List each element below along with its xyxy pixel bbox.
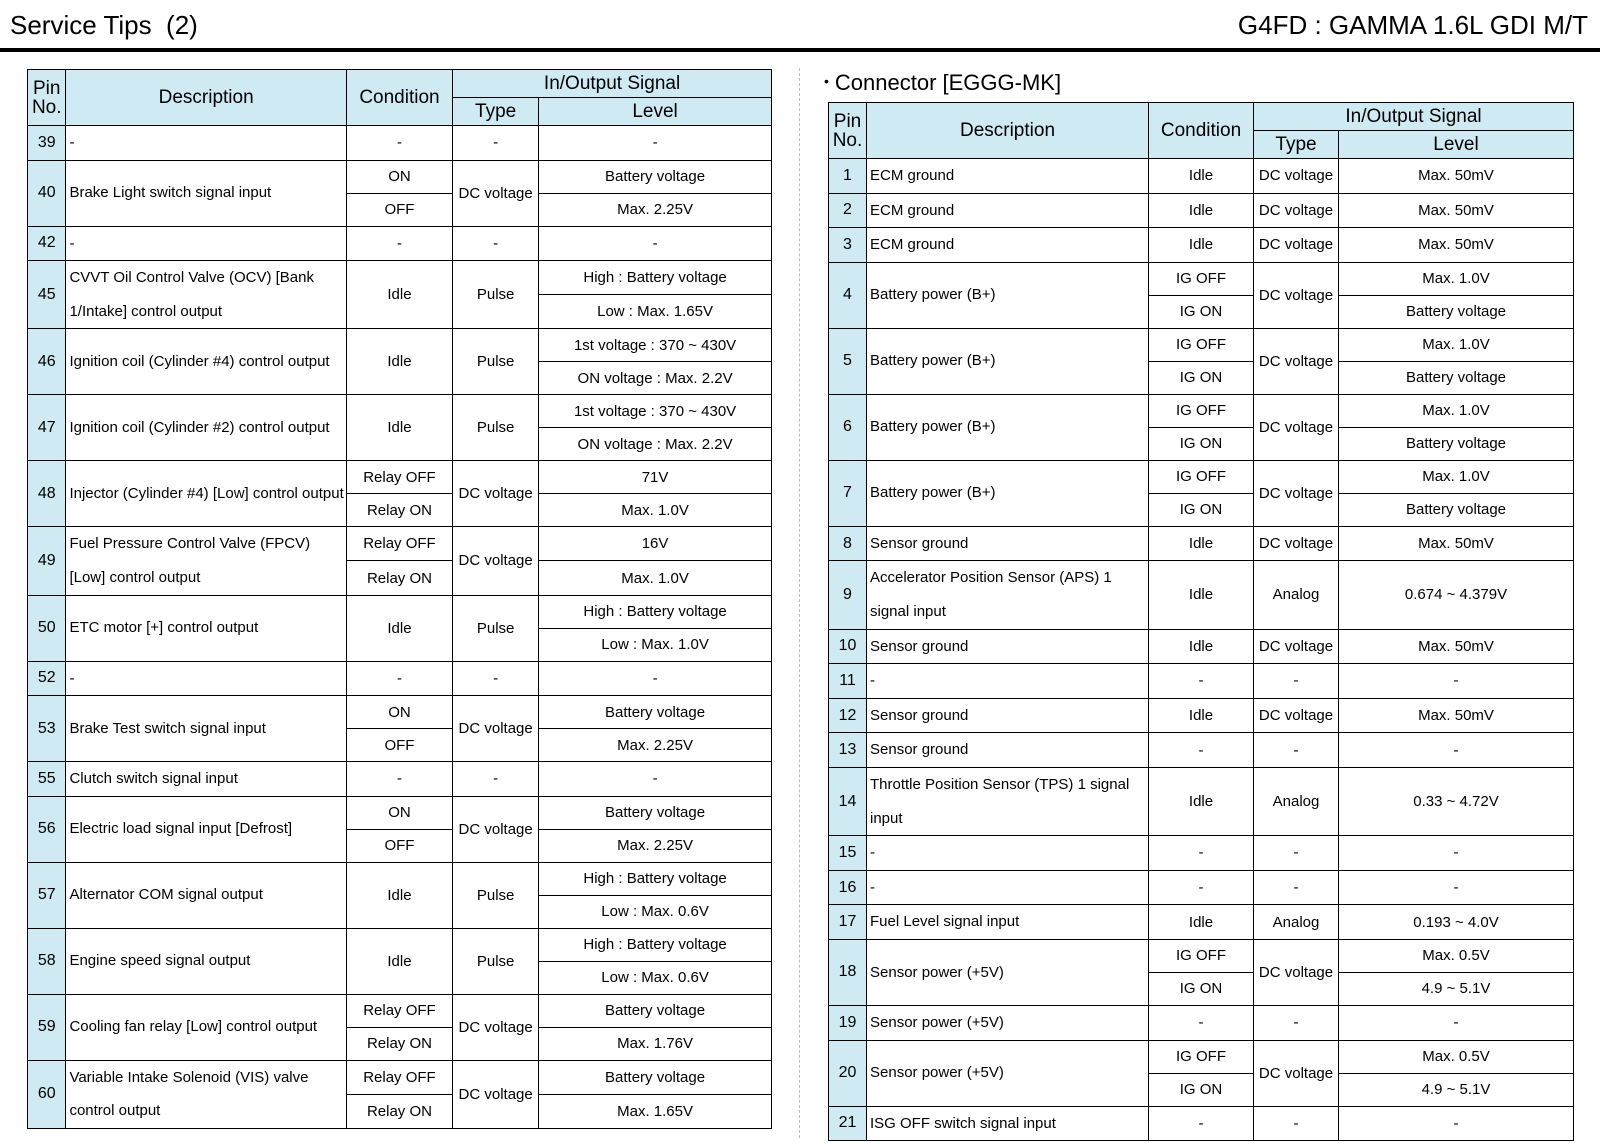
level-cell: Max. 50mV	[1339, 228, 1574, 263]
engine-model: G4FD : GAMMA 1.6L GDI M/T	[1237, 10, 1588, 40]
pin-table-right	[828, 102, 1574, 1141]
condition-header: Condition	[346, 70, 452, 126]
type-cell: Pulse	[453, 329, 539, 395]
pin-number: 7	[829, 460, 867, 526]
table-row	[829, 1040, 1574, 1073]
table-row	[829, 262, 1574, 295]
level-cell: Max. 50mV	[1339, 159, 1574, 194]
condition-cell: -	[1149, 1106, 1254, 1141]
condition-cell: Idle	[1149, 629, 1254, 664]
level-cell: Battery voltage	[1339, 493, 1574, 526]
table-row	[28, 762, 772, 797]
table-row	[829, 698, 1574, 733]
condition-cell: Idle	[346, 595, 452, 661]
condition-cell: -	[346, 126, 452, 161]
level-cell: 0.33 ~ 4.72V	[1339, 767, 1574, 835]
pin-number: 40	[28, 160, 66, 226]
type-header: Type	[453, 98, 539, 126]
table-row	[829, 905, 1574, 940]
bullet-icon: •	[824, 73, 829, 89]
type-cell: DC voltage	[1254, 262, 1339, 328]
pin-description: Battery power (B+)	[867, 262, 1149, 328]
table-row	[829, 1005, 1574, 1040]
condition-cell: IG OFF	[1149, 394, 1254, 427]
pin-description: ETC motor [+] control output	[66, 595, 346, 661]
condition-cell: OFF	[346, 193, 452, 226]
condition-cell: Idle	[1149, 561, 1254, 629]
connector-title	[824, 70, 1061, 96]
pin-description: Electric load signal input [Defrost]	[66, 796, 346, 862]
pin-number: 5	[829, 328, 867, 394]
pin-description: Sensor ground	[867, 629, 1149, 664]
table-row	[28, 696, 772, 729]
type-cell: -	[453, 226, 539, 261]
pin-number: 57	[28, 862, 66, 928]
pin-number: 1	[829, 159, 867, 194]
level-cell: Low : Max. 0.6V	[539, 961, 772, 994]
pin-description: Throttle Position Sensor (TPS) 1 signal input	[867, 767, 1149, 835]
table-row	[28, 527, 772, 561]
pin-description: -	[66, 661, 346, 696]
pin-number: 42	[28, 226, 66, 261]
type-cell: DC voltage	[453, 1060, 539, 1128]
type-cell: Pulse	[453, 928, 539, 994]
condition-cell: IG OFF	[1149, 262, 1254, 295]
condition-cell: IG OFF	[1149, 1040, 1254, 1073]
pin-no-header: Pin No.	[28, 70, 66, 126]
condition-cell: IG ON	[1149, 493, 1254, 526]
level-cell: Battery voltage	[539, 696, 772, 729]
type-cell: -	[453, 661, 539, 696]
condition-cell: Relay ON	[346, 561, 452, 595]
level-cell: Max. 1.0V	[539, 494, 772, 527]
type-cell: Pulse	[453, 261, 539, 329]
level-cell: -	[539, 661, 772, 696]
condition-cell: OFF	[346, 729, 452, 762]
level-cell: Max. 50mV	[1339, 629, 1574, 664]
page-header	[0, 0, 1600, 52]
pin-description: Fuel Pressure Control Valve (FPCV) [Low] control output	[66, 527, 346, 595]
pin-description: Clutch switch signal input	[66, 762, 346, 797]
condition-header: Condition	[1149, 103, 1254, 159]
condition-cell: Idle	[1149, 698, 1254, 733]
type-cell: -	[1254, 733, 1339, 768]
table-row	[28, 928, 772, 961]
pin-description: -	[867, 664, 1149, 699]
pin-number: 50	[28, 595, 66, 661]
table-row	[829, 1106, 1574, 1141]
condition-cell: Idle	[346, 261, 452, 329]
level-cell: ON voltage : Max. 2.2V	[539, 362, 772, 395]
pin-number: 11	[829, 664, 867, 699]
pin-number: 60	[28, 1060, 66, 1128]
pin-description: Ignition coil (Cylinder #4) control output	[66, 329, 346, 395]
pin-description: -	[66, 126, 346, 161]
page-title: Service Tips (2)	[10, 10, 198, 40]
type-cell: -	[1254, 1005, 1339, 1040]
level-cell: -	[1339, 733, 1574, 768]
table-row	[28, 329, 772, 362]
level-cell: 1st voltage : 370 ~ 430V	[539, 395, 772, 428]
level-cell: High : Battery voltage	[539, 595, 772, 628]
description-header: Description	[867, 103, 1149, 159]
type-cell: DC voltage	[453, 796, 539, 862]
condition-cell: IG ON	[1149, 295, 1254, 328]
level-cell: Max. 50mV	[1339, 698, 1574, 733]
pin-description: Accelerator Position Sensor (APS) 1 signal input	[867, 561, 1149, 629]
level-cell: 4.9 ~ 5.1V	[1339, 1073, 1574, 1106]
level-cell: -	[1339, 870, 1574, 905]
condition-cell: -	[346, 762, 452, 797]
type-cell: DC voltage	[453, 696, 539, 762]
condition-cell: Idle	[1149, 905, 1254, 940]
table-row	[28, 661, 772, 696]
level-cell: -	[1339, 1106, 1574, 1141]
level-cell: High : Battery voltage	[539, 261, 772, 295]
pin-description: ECM ground	[867, 228, 1149, 263]
pin-number: 6	[829, 394, 867, 460]
table-row	[829, 460, 1574, 493]
level-header: Level	[539, 98, 772, 126]
pin-number: 2	[829, 193, 867, 228]
level-cell: Max. 50mV	[1339, 526, 1574, 561]
level-cell: Max. 2.25V	[539, 193, 772, 226]
description-header: Description	[66, 70, 346, 126]
type-cell: Pulse	[453, 395, 539, 461]
pin-description: Sensor power (+5V)	[867, 939, 1149, 1005]
condition-cell: Idle	[346, 928, 452, 994]
level-cell: ON voltage : Max. 2.2V	[539, 428, 772, 461]
pin-description: -	[66, 226, 346, 261]
level-cell: -	[1339, 1005, 1574, 1040]
table-row	[28, 226, 772, 261]
condition-cell: Relay OFF	[346, 527, 452, 561]
signal-header: In/Output Signal	[1254, 103, 1574, 131]
table-row	[829, 193, 1574, 228]
type-cell: DC voltage	[453, 160, 539, 226]
condition-cell: Relay OFF	[346, 994, 452, 1027]
condition-cell: -	[1149, 733, 1254, 768]
condition-cell: -	[1149, 1005, 1254, 1040]
pin-description: Brake Test switch signal input	[66, 696, 346, 762]
type-cell: DC voltage	[1254, 228, 1339, 263]
condition-cell: ON	[346, 160, 452, 193]
type-cell: DC voltage	[1254, 394, 1339, 460]
condition-cell: IG OFF	[1149, 939, 1254, 972]
pin-description: Injector (Cylinder #4) [Low] control output	[66, 461, 346, 527]
level-cell: High : Battery voltage	[539, 862, 772, 895]
pin-number: 20	[829, 1040, 867, 1106]
type-cell: -	[1254, 836, 1339, 871]
table-row	[28, 160, 772, 193]
condition-cell: IG ON	[1149, 1073, 1254, 1106]
condition-cell: Idle	[1149, 767, 1254, 835]
level-cell: Max. 1.0V	[539, 561, 772, 595]
table-row	[829, 939, 1574, 972]
pin-description: -	[867, 836, 1149, 871]
condition-cell: Relay ON	[346, 494, 452, 527]
pin-number: 48	[28, 461, 66, 527]
table-row	[829, 836, 1574, 871]
column-divider	[799, 68, 800, 1138]
level-cell: Max. 1.65V	[539, 1094, 772, 1128]
type-cell: DC voltage	[1254, 698, 1339, 733]
condition-cell: Relay OFF	[346, 1060, 452, 1094]
pin-description: Sensor ground	[867, 526, 1149, 561]
pin-number: 17	[829, 905, 867, 940]
type-header: Type	[1254, 131, 1339, 159]
condition-cell: -	[1149, 836, 1254, 871]
condition-cell: -	[346, 661, 452, 696]
pin-number: 15	[829, 836, 867, 871]
level-header: Level	[1339, 131, 1574, 159]
pin-number: 16	[829, 870, 867, 905]
level-cell: Max. 1.76V	[539, 1027, 772, 1060]
pin-number: 53	[28, 696, 66, 762]
condition-cell: IG OFF	[1149, 460, 1254, 493]
condition-cell: ON	[346, 696, 452, 729]
pin-description: Variable Intake Solenoid (VIS) valve control output	[66, 1060, 346, 1128]
level-cell: -	[539, 226, 772, 261]
table-row	[28, 261, 772, 295]
level-cell: Battery voltage	[1339, 361, 1574, 394]
pin-number: 10	[829, 629, 867, 664]
pin-number: 52	[28, 661, 66, 696]
condition-cell: -	[1149, 870, 1254, 905]
type-cell: DC voltage	[1254, 939, 1339, 1005]
table-row	[829, 561, 1574, 629]
level-cell: Max. 50mV	[1339, 193, 1574, 228]
pin-description: Ignition coil (Cylinder #2) control output	[66, 395, 346, 461]
pin-number: 19	[829, 1005, 867, 1040]
table-row	[28, 126, 772, 161]
pin-number: 8	[829, 526, 867, 561]
pin-number: 3	[829, 228, 867, 263]
level-cell: Low : Max. 1.65V	[539, 295, 772, 329]
pin-number: 9	[829, 561, 867, 629]
level-cell: Battery voltage	[539, 994, 772, 1027]
type-cell: -	[1254, 664, 1339, 699]
type-cell: -	[453, 762, 539, 797]
pin-number: 59	[28, 994, 66, 1060]
level-cell: Max. 0.5V	[1339, 939, 1574, 972]
level-cell: Max. 2.25V	[539, 729, 772, 762]
type-cell: DC voltage	[1254, 159, 1339, 194]
condition-cell: Idle	[1149, 193, 1254, 228]
type-cell: Analog	[1254, 561, 1339, 629]
level-cell: Max. 1.0V	[1339, 328, 1574, 361]
type-cell: DC voltage	[1254, 526, 1339, 561]
type-cell: Pulse	[453, 595, 539, 661]
condition-cell: Idle	[1149, 159, 1254, 194]
table-row	[829, 526, 1574, 561]
pin-number: 49	[28, 527, 66, 595]
pin-description: Engine speed signal output	[66, 928, 346, 994]
table-row	[28, 595, 772, 628]
pin-description: Cooling fan relay [Low] control output	[66, 994, 346, 1060]
type-cell: DC voltage	[1254, 460, 1339, 526]
pin-description: ISG OFF switch signal input	[867, 1106, 1149, 1141]
pin-description: Brake Light switch signal input	[66, 160, 346, 226]
signal-header: In/Output Signal	[453, 70, 772, 98]
condition-cell: Relay ON	[346, 1094, 452, 1128]
condition-cell: IG ON	[1149, 361, 1254, 394]
pin-number: 12	[829, 698, 867, 733]
condition-cell: IG OFF	[1149, 328, 1254, 361]
type-cell: -	[453, 126, 539, 161]
type-cell: DC voltage	[453, 527, 539, 595]
level-cell: Max. 2.25V	[539, 829, 772, 862]
condition-cell: -	[346, 226, 452, 261]
condition-cell: IG ON	[1149, 972, 1254, 1005]
pin-number: 4	[829, 262, 867, 328]
level-cell: Battery voltage	[539, 160, 772, 193]
type-cell: -	[1254, 1106, 1339, 1141]
condition-cell: Idle	[346, 395, 452, 461]
table-row	[829, 394, 1574, 427]
type-cell: DC voltage	[453, 994, 539, 1060]
pin-description: ECM ground	[867, 159, 1149, 194]
type-cell: Pulse	[453, 862, 539, 928]
pin-description: Sensor power (+5V)	[867, 1005, 1149, 1040]
table-row	[829, 733, 1574, 768]
condition-cell: OFF	[346, 829, 452, 862]
pin-description: CVVT Oil Control Valve (OCV) [Bank 1/Intake] control output	[66, 261, 346, 329]
table-row	[829, 767, 1574, 835]
pin-number: 58	[28, 928, 66, 994]
pin-description: Sensor ground	[867, 733, 1149, 768]
level-cell: Low : Max. 0.6V	[539, 895, 772, 928]
pin-description: Sensor ground	[867, 698, 1149, 733]
table-row	[829, 159, 1574, 194]
pin-number: 56	[28, 796, 66, 862]
condition-cell: Idle	[346, 329, 452, 395]
condition-cell: Idle	[1149, 228, 1254, 263]
pin-number: 39	[28, 126, 66, 161]
level-cell: 16V	[539, 527, 772, 561]
condition-cell: Idle	[346, 862, 452, 928]
table-row	[829, 870, 1574, 905]
level-cell: Battery voltage	[539, 796, 772, 829]
level-cell: 4.9 ~ 5.1V	[1339, 972, 1574, 1005]
pin-description: Battery power (B+)	[867, 328, 1149, 394]
condition-cell: Idle	[1149, 526, 1254, 561]
pin-number: 47	[28, 395, 66, 461]
level-cell: Max. 1.0V	[1339, 460, 1574, 493]
pin-no-header: Pin No.	[829, 103, 867, 159]
type-cell: DC voltage	[1254, 629, 1339, 664]
table-row	[28, 796, 772, 829]
pin-description: Battery power (B+)	[867, 394, 1149, 460]
pin-number: 18	[829, 939, 867, 1005]
type-cell: DC voltage	[453, 461, 539, 527]
condition-cell: Relay ON	[346, 1027, 452, 1060]
condition-cell: -	[1149, 664, 1254, 699]
pin-number: 46	[28, 329, 66, 395]
type-cell: DC voltage	[1254, 328, 1339, 394]
table-row	[28, 994, 772, 1027]
pin-number: 14	[829, 767, 867, 835]
level-cell: Battery voltage	[539, 1060, 772, 1094]
level-cell: Max. 1.0V	[1339, 262, 1574, 295]
level-cell: 1st voltage : 370 ~ 430V	[539, 329, 772, 362]
level-cell: -	[539, 126, 772, 161]
type-cell: Analog	[1254, 905, 1339, 940]
level-cell: 71V	[539, 461, 772, 494]
type-cell: Analog	[1254, 767, 1339, 835]
pin-description: Sensor power (+5V)	[867, 1040, 1149, 1106]
table-row	[829, 664, 1574, 699]
type-cell: DC voltage	[1254, 193, 1339, 228]
pin-description: -	[867, 870, 1149, 905]
table-row	[28, 461, 772, 494]
level-cell: Battery voltage	[1339, 295, 1574, 328]
table-row	[829, 228, 1574, 263]
table-row	[28, 1060, 772, 1094]
condition-cell: ON	[346, 796, 452, 829]
level-cell: -	[539, 762, 772, 797]
condition-cell: Relay OFF	[346, 461, 452, 494]
table-row	[829, 328, 1574, 361]
pin-number: 55	[28, 762, 66, 797]
table-row	[28, 862, 772, 895]
condition-cell: IG ON	[1149, 427, 1254, 460]
pin-number: 21	[829, 1106, 867, 1141]
pin-number: 13	[829, 733, 867, 768]
pin-description: Fuel Level signal input	[867, 905, 1149, 940]
level-cell: Battery voltage	[1339, 427, 1574, 460]
pin-number: 45	[28, 261, 66, 329]
level-cell: -	[1339, 836, 1574, 871]
connector-name: Connector [EGGG-MK]	[834, 70, 1062, 95]
level-cell: 0.193 ~ 4.0V	[1339, 905, 1574, 940]
table-row	[28, 395, 772, 428]
level-cell: Low : Max. 1.0V	[539, 628, 772, 661]
table-row	[829, 629, 1574, 664]
level-cell: -	[1339, 664, 1574, 699]
pin-description: Battery power (B+)	[867, 460, 1149, 526]
pin-table-left	[27, 69, 772, 1129]
level-cell: High : Battery voltage	[539, 928, 772, 961]
pin-description: ECM ground	[867, 193, 1149, 228]
level-cell: Max. 1.0V	[1339, 394, 1574, 427]
type-cell: DC voltage	[1254, 1040, 1339, 1106]
type-cell: -	[1254, 870, 1339, 905]
level-cell: 0.674 ~ 4.379V	[1339, 561, 1574, 629]
level-cell: Max. 0.5V	[1339, 1040, 1574, 1073]
pin-description: Alternator COM signal output	[66, 862, 346, 928]
